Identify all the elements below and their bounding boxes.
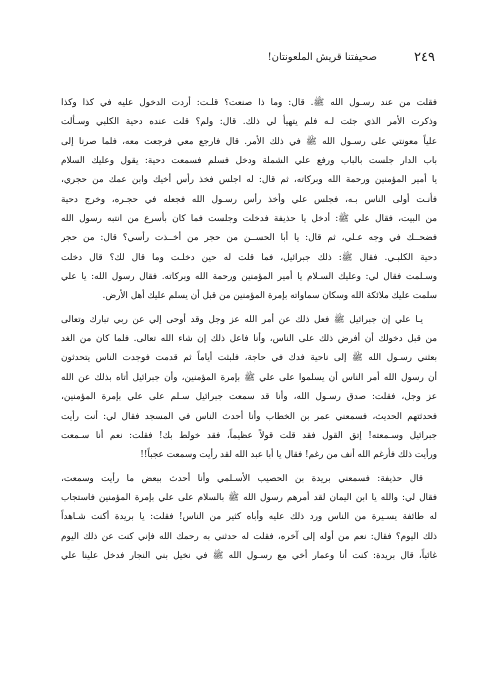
text-line: عز وجل، فقلت: صدق رسـول الله، وأنا قد سمعت جبرائيل سـلم على علي بإمرة المؤمنين، — [61, 392, 437, 403]
text-line: من قبل دخولك أن أفرض ذلك على الناس، وأنا فاعل ذلك إن شاء الله تعالى. فلما كان من الغد — [61, 334, 437, 345]
text-line: وسـلمت فقال لي: وعليك السـلام يا أمير المؤمنين ورحمة الله وبركاته. فقال رسول الله: يا علي — [61, 272, 437, 283]
text-line: وذكرت الأمر الذي جئت لـه فلم يتهيأ لي ذلك. قال: ولم؟ قلت عنده دحية الكلبي وسـألت — [61, 117, 437, 128]
page-number: ٢٤٩ — [414, 50, 435, 65]
paragraph — [61, 94, 437, 307]
text-line: فأنـت أولى الناس بـه، فجلس علي وأخذ رأس رسـول الله فجعله في حجـره، وخرج دحية — [61, 194, 437, 205]
body-text — [61, 94, 437, 566]
text-line: دحية الكلبـي. فقال ﷺ: ذلك جبرائيل، فما قلت له حين دخلـت وما قال لك؟ قال دخلت — [61, 252, 437, 263]
text-line: من البيت، فقال علي ﷺ: أدخل يا حذيفة فدخلت وجلست فما كان بأسرع من انتبه رسول الله — [61, 214, 437, 225]
paragraph — [61, 311, 437, 466]
book-title: صحيفتنا قريش الملعونتان! — [267, 52, 377, 63]
text-line: باب الدار جلست بالباب ورفع علي الشملة ودخل فسلم فسمعت دحية: يقول وعليك السلام — [61, 156, 437, 167]
text-line: علياً معونتي على رسـول الله ﷺ في ذلك الأمر. قال فارجع معي فرجعت معه، فلما صرنا إلى — [61, 136, 437, 147]
text-line: ذلك اليوم؟ فقال: نعم من أوله إلى آخره، فقلت له حدثني به رحمك الله فإني كنت عن ذلك اليوم — [61, 531, 437, 542]
text-line: فضحــك في وجه عـلي، ثم قال: يا أبا الحســن من حجر من أخــذت رأسي؟ قال: من حجر — [61, 233, 437, 244]
text-line: غائباً، قال بريدة: كنت أنا وعمار أخي مع رسـول الله ﷺ في نخيل بني النجار فدخل علينا علي — [61, 550, 437, 561]
text-line: قال حذيفة: فسمعني بريدة بن الحصيب الأسـلمي وأنا أحدث ببعض ما رأيت وسمعت، — [61, 473, 423, 484]
text-line: أن رسول الله أمر الناس أن يسلموا على علي ﷺ بإمرة المؤمنين، وأن جبرائيل أتاه بذلك عن الله — [61, 372, 437, 383]
text-line: سلمت عليك ملائكة الله وسكان سماواته بإمرة المؤمنين من قبل أن يسلم عليك أهل الأرض. — [102, 291, 437, 302]
text-line: فقلت من عند رسـول الله ﷺ. قال: وما ذا صنعت؟ قلـت: أردت الدخول عليه في كذا وكذا — [61, 98, 437, 108]
text-line: يا أمير المؤمنين ورحمة الله وبركاته، ثم قال: له اجلس فخذ رأس أخيك وابن عمك من حجري، — [61, 175, 437, 186]
text-line: بعثني رسـول الله ﷺ إلى ناحية فدك في حاجة، فلبثت أياماً ثم قدمت فوجدت الناس يتحدثون — [61, 353, 437, 364]
text-line: له طائفة يسـيرة من الناس ورد ذلك عليه وأباه كثير من الناس! فقلت: يا بريدة أكنت شـاهداً — [61, 512, 437, 523]
text-line: يـا علي إن جبرائيل ﷺ فعل ذلك عن أمر الله عز وجل وقد أوحى إلي عن ربي تبارك وتعالى — [61, 314, 423, 325]
running-header — [66, 50, 435, 68]
text-line: ورأيت ذلك فأرغم الله أنف من رغم! فقال يا أبا عبد الله لقد رأيت وسمعت عجباً!! — [140, 450, 437, 461]
paragraph — [61, 470, 437, 567]
text-line: جبرائيل وسـمعته! إتق القول فقد قلت قولاً عظيماً، فقد خولط بك! فقلت: نعم أنا سـمعت — [61, 430, 437, 441]
text-line: فحدثتهم الحديث، فسمعني عمر بن الخطاب وأنا أحدث الناس في المسجد فقال لي: أنت رأيت — [61, 411, 437, 422]
text-line: فقال لي: والله يا ابن اليمان لقد أمرهم رسول الله ﷺ بالسلام على علي بإمرة المؤمنين فاستجاب — [61, 492, 437, 503]
